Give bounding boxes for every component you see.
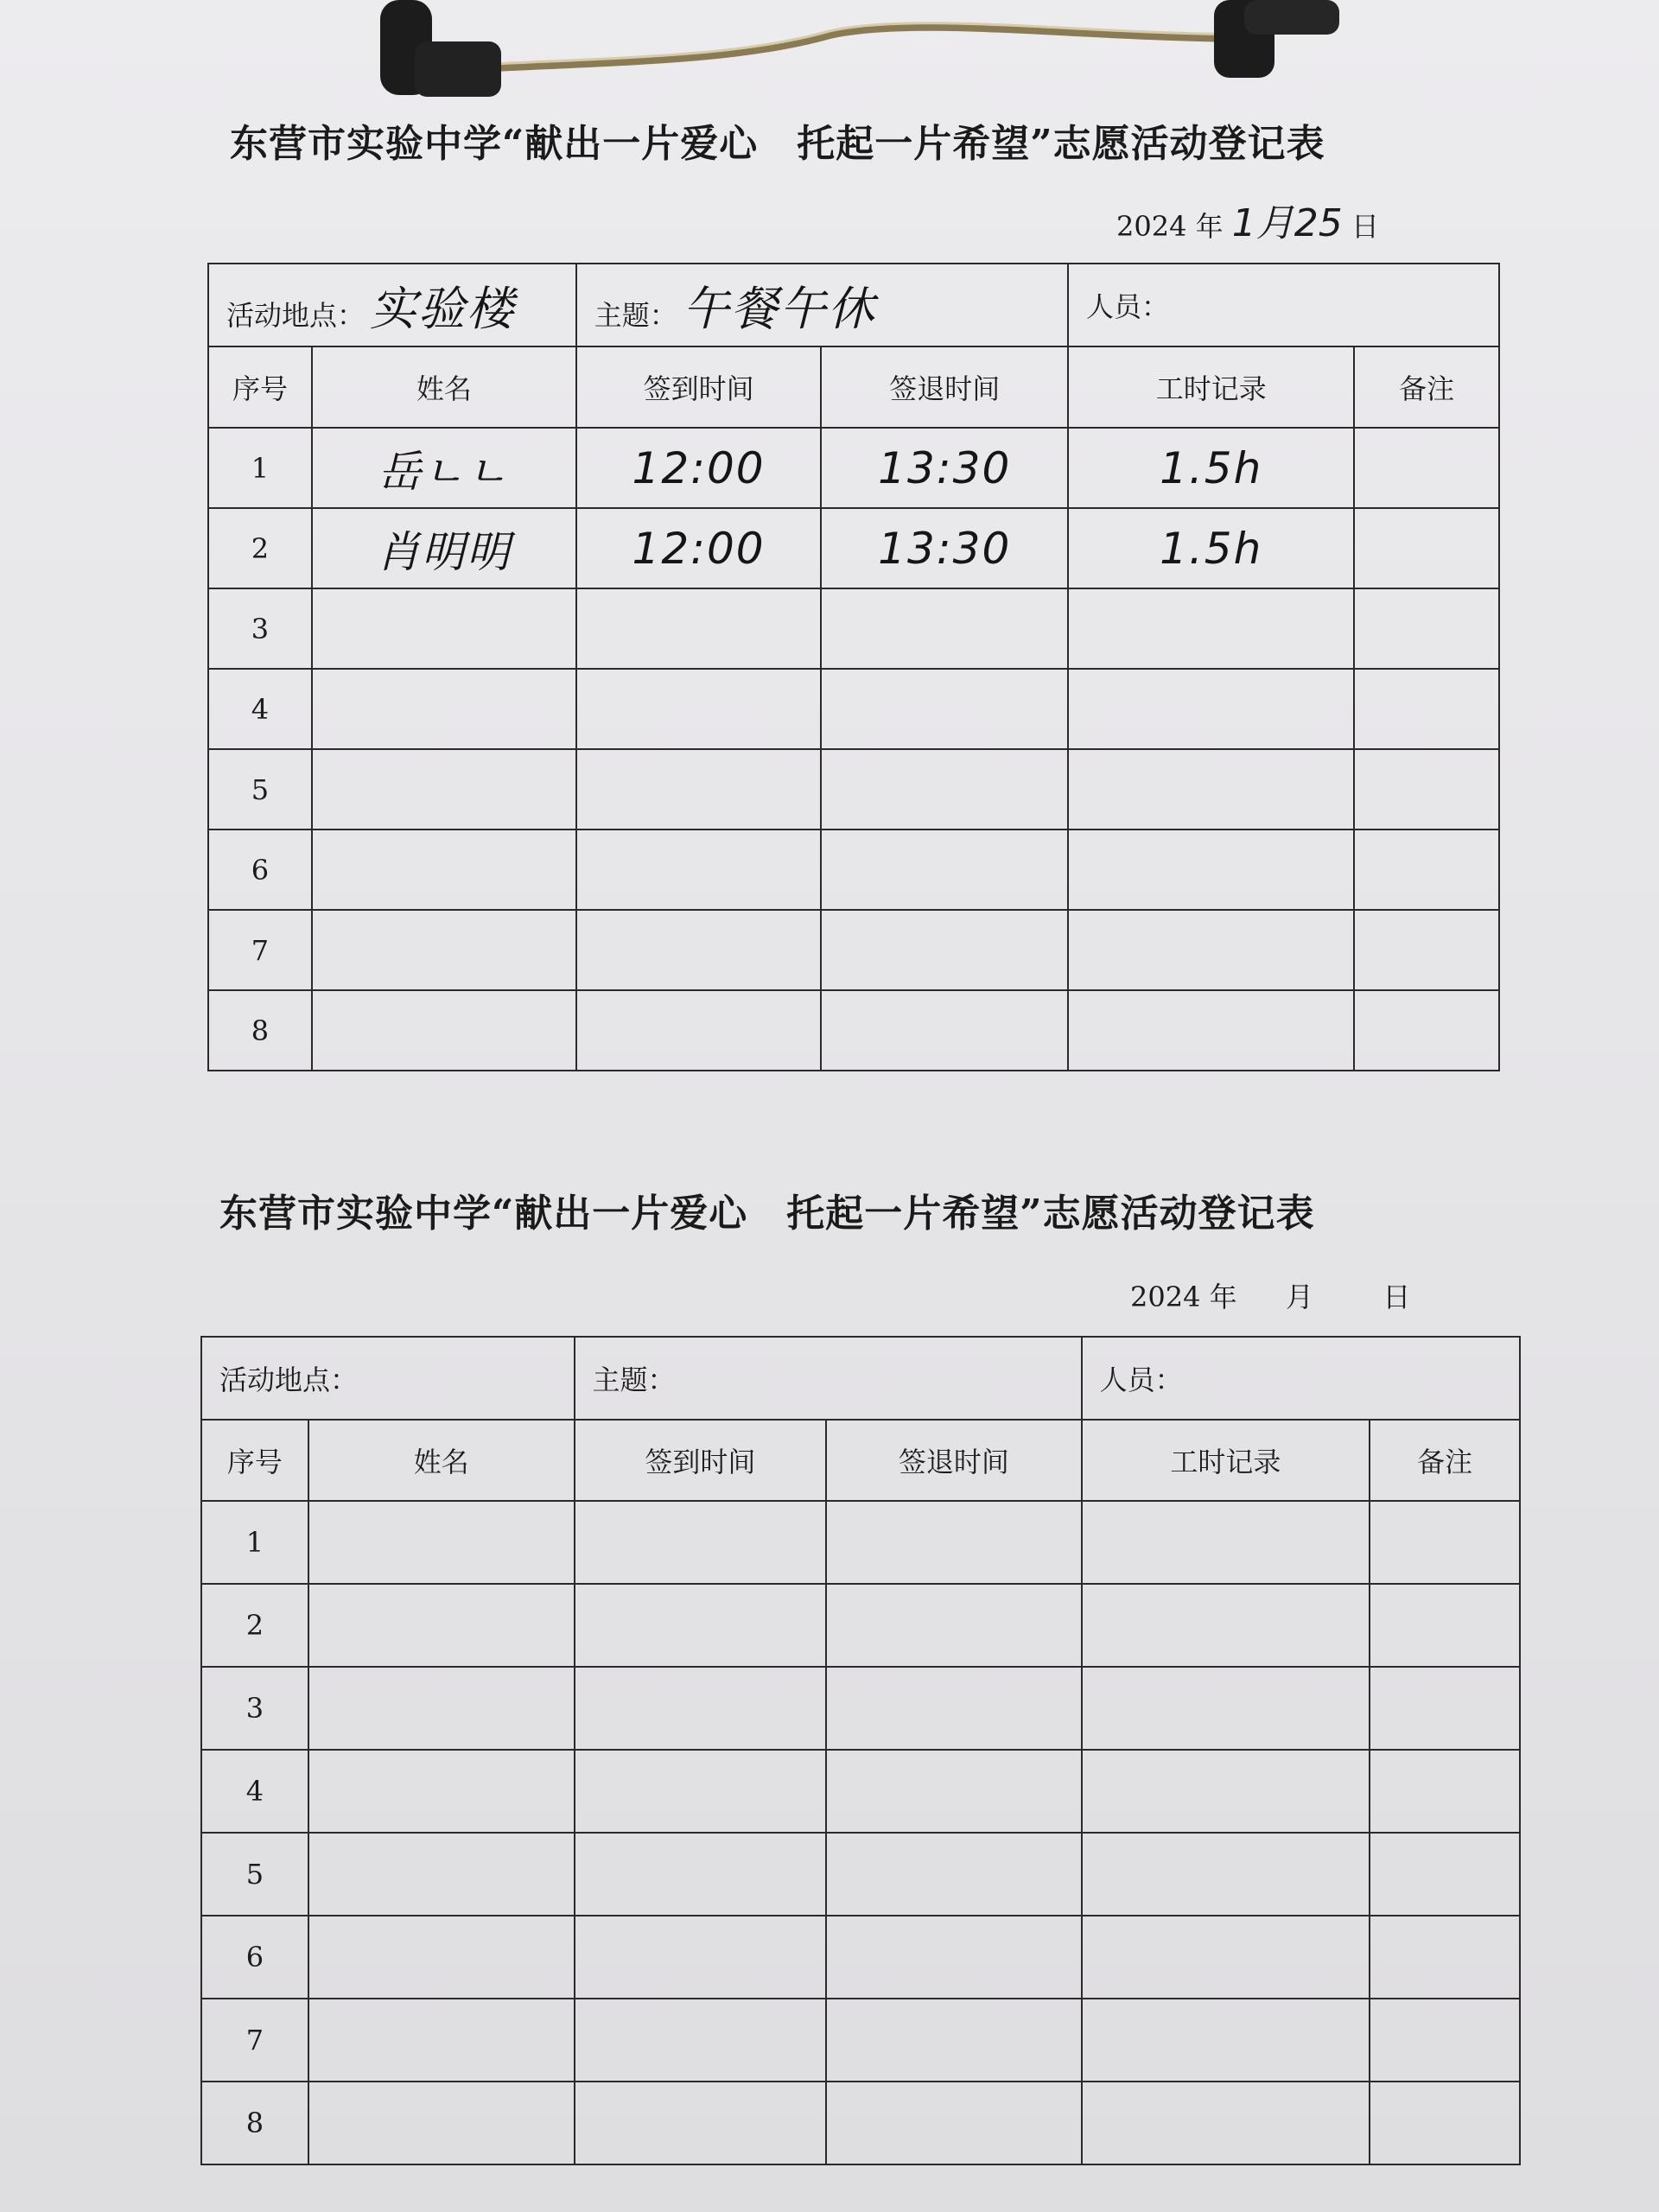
note-cell: [1370, 1999, 1520, 2082]
name-cell: [308, 1833, 575, 1916]
name-cell: [312, 588, 576, 669]
sign-out-cell: [826, 2082, 1082, 2164]
note-cell: [1370, 1667, 1520, 1750]
hours-cell: [1068, 830, 1354, 910]
sign-in-cell: [576, 990, 822, 1071]
row-number: 2: [208, 508, 312, 588]
hours-cell: [1068, 749, 1354, 830]
header-no: 序号: [201, 1420, 308, 1501]
location-cell: [201, 1337, 575, 1420]
sign-out-cell: [821, 669, 1068, 749]
row-number: 1: [208, 428, 312, 508]
hours-cell: 1.5h: [1068, 428, 1354, 508]
hours-cell: [1082, 1750, 1370, 1833]
sign-out-cell: 13:30: [821, 428, 1068, 508]
header-hours: 工时记录: [1082, 1420, 1370, 1501]
sign-in-cell: [575, 1999, 827, 2082]
row-number: 3: [201, 1667, 308, 1750]
hours-cell: [1068, 588, 1354, 669]
people-label: 人员：: [1099, 1363, 1183, 1396]
table-row: [208, 588, 1499, 669]
table-row: [201, 2082, 1520, 2164]
row-number: 1: [201, 1501, 308, 1584]
hours-cell: [1068, 669, 1354, 749]
hours-cell: [1082, 1833, 1370, 1916]
sign-in-cell: [576, 749, 822, 830]
sign-out-cell: 13:30: [821, 508, 1068, 588]
name-cell: [312, 830, 576, 910]
row-number: 6: [208, 830, 312, 910]
header-no: 序号: [208, 346, 312, 428]
note-cell: [1370, 1584, 1520, 1667]
row-number: 3: [208, 588, 312, 669]
form-date: [1116, 192, 1379, 247]
location-label: 活动地点：: [219, 1363, 359, 1396]
sign-out-cell: [821, 990, 1068, 1071]
table-row: [201, 1750, 1520, 1833]
registration-table: [207, 263, 1500, 1071]
note-cell: [1370, 2082, 1520, 2164]
table-row: [208, 749, 1499, 830]
hours-cell: [1082, 1501, 1370, 1584]
date-day: 日: [1351, 210, 1379, 243]
note-cell: [1370, 1750, 1520, 1833]
sign-in-cell: [576, 910, 822, 990]
name-cell: [308, 2082, 575, 2164]
table-row: [201, 1833, 1520, 1916]
sign-in-cell: [575, 1667, 827, 1750]
row-number: 5: [201, 1833, 308, 1916]
sign-in-cell: [575, 2082, 827, 2164]
people-label: 人员：: [1086, 290, 1170, 323]
sign-in-cell: [575, 1584, 827, 1667]
topic-label: 主题：: [594, 298, 677, 332]
header-row: [208, 346, 1499, 428]
row-number: 7: [208, 910, 312, 990]
date-year: 2024 年: [1130, 1281, 1237, 1313]
table-row: [208, 910, 1499, 990]
hours-cell: [1082, 1916, 1370, 1999]
sign-out-cell: [826, 1916, 1082, 1999]
sign-out-cell: [826, 1501, 1082, 1584]
sign-out-cell: [821, 910, 1068, 990]
row-number: 8: [208, 990, 312, 1071]
name-cell: [308, 1667, 575, 1750]
sign-in-cell: 12:00: [576, 508, 822, 588]
table-row: [201, 1916, 1520, 1999]
sign-out-cell: [826, 1584, 1082, 1667]
name-cell: 肖明明: [312, 508, 576, 588]
registration-table: [200, 1336, 1521, 2165]
topic-cell: [576, 264, 1068, 346]
note-cell: [1354, 910, 1499, 990]
table-row: [208, 990, 1499, 1071]
sign-in-cell: 12:00: [576, 428, 822, 508]
header-row: [201, 1420, 1520, 1501]
header-sign-out: 签退时间: [821, 346, 1068, 428]
location-label: 活动地点：: [226, 298, 365, 332]
name-cell: 岳ㄴㄴ: [312, 428, 576, 508]
table-row: [208, 669, 1499, 749]
topic-cell: [575, 1337, 1082, 1420]
name-cell: [312, 669, 576, 749]
sign-out-cell: [821, 749, 1068, 830]
note-cell: [1354, 428, 1499, 508]
row-number: 4: [201, 1750, 308, 1833]
row-number: 5: [208, 749, 312, 830]
row-number: 8: [201, 2082, 308, 2164]
header-note: 备注: [1370, 1420, 1520, 1501]
sign-in-cell: [575, 1501, 827, 1584]
table-row: [208, 830, 1499, 910]
name-cell: [308, 1999, 575, 2082]
location-value: 实验楼: [370, 281, 516, 336]
form-date: [1130, 1275, 1410, 1315]
name-cell: [312, 749, 576, 830]
people-cell: [1068, 264, 1499, 346]
sign-out-cell: [821, 830, 1068, 910]
header-sign-in: 签到时间: [575, 1420, 827, 1501]
hours-cell: [1082, 2082, 1370, 2164]
table-row: [201, 1584, 1520, 1667]
form-title: 东营市实验中学“献出一片爱心 托起一片希望”志愿活动登记表: [219, 1192, 1315, 1236]
hours-cell: 1.5h: [1068, 508, 1354, 588]
sign-in-cell: [575, 1833, 827, 1916]
sign-in-cell: [575, 1750, 827, 1833]
note-cell: [1354, 830, 1499, 910]
note-cell: [1354, 990, 1499, 1071]
note-cell: [1354, 508, 1499, 588]
row-number: 2: [201, 1584, 308, 1667]
row-number: 7: [201, 1999, 308, 2082]
header-name: 姓名: [308, 1420, 575, 1501]
note-cell: [1370, 1501, 1520, 1584]
topic-value: 午餐午休: [682, 281, 876, 336]
header-name: 姓名: [312, 346, 576, 428]
date-day: 日: [1382, 1281, 1411, 1313]
table-row: [201, 1501, 1520, 1584]
people-cell: [1082, 1337, 1520, 1420]
header-sign-in: 签到时间: [576, 346, 822, 428]
table-row: [201, 1999, 1520, 2082]
note-cell: [1370, 1833, 1520, 1916]
name-cell: [308, 1916, 575, 1999]
hours-cell: [1082, 1667, 1370, 1750]
sign-out-cell: [826, 1750, 1082, 1833]
binder-clip-icon: [380, 0, 1365, 121]
note-cell: [1354, 669, 1499, 749]
location-cell: [208, 264, 576, 346]
sign-in-cell: [575, 1916, 827, 1999]
sign-out-cell: [826, 1667, 1082, 1750]
form-title: 东营市实验中学“献出一片爱心 托起一片希望”志愿活动登记表: [230, 122, 1325, 166]
table-row: [208, 508, 1499, 588]
name-cell: [308, 1501, 575, 1584]
row-number: 4: [208, 669, 312, 749]
date-month: 月: [1285, 1281, 1313, 1313]
sign-in-cell: [576, 588, 822, 669]
date-year: 2024 年: [1116, 210, 1224, 243]
sign-out-cell: [826, 1833, 1082, 1916]
table-row: [201, 1667, 1520, 1750]
header-sign-out: 签退时间: [826, 1420, 1082, 1501]
note-cell: [1354, 588, 1499, 669]
sign-out-cell: [821, 588, 1068, 669]
hours-cell: [1082, 1584, 1370, 1667]
header-note: 备注: [1354, 346, 1499, 428]
header-hours: 工时记录: [1068, 346, 1354, 428]
sign-in-cell: [576, 669, 822, 749]
row-number: 6: [201, 1916, 308, 1999]
sign-out-cell: [826, 1999, 1082, 2082]
topic-label: 主题：: [592, 1363, 676, 1396]
date-handwritten: 1月25: [1231, 201, 1343, 245]
name-cell: [308, 1750, 575, 1833]
hours-cell: [1082, 1999, 1370, 2082]
table-row: [208, 428, 1499, 508]
name-cell: [312, 910, 576, 990]
note-cell: [1354, 749, 1499, 830]
name-cell: [312, 990, 576, 1071]
name-cell: [308, 1584, 575, 1667]
hours-cell: [1068, 910, 1354, 990]
note-cell: [1370, 1916, 1520, 1999]
sign-in-cell: [576, 830, 822, 910]
hours-cell: [1068, 990, 1354, 1071]
